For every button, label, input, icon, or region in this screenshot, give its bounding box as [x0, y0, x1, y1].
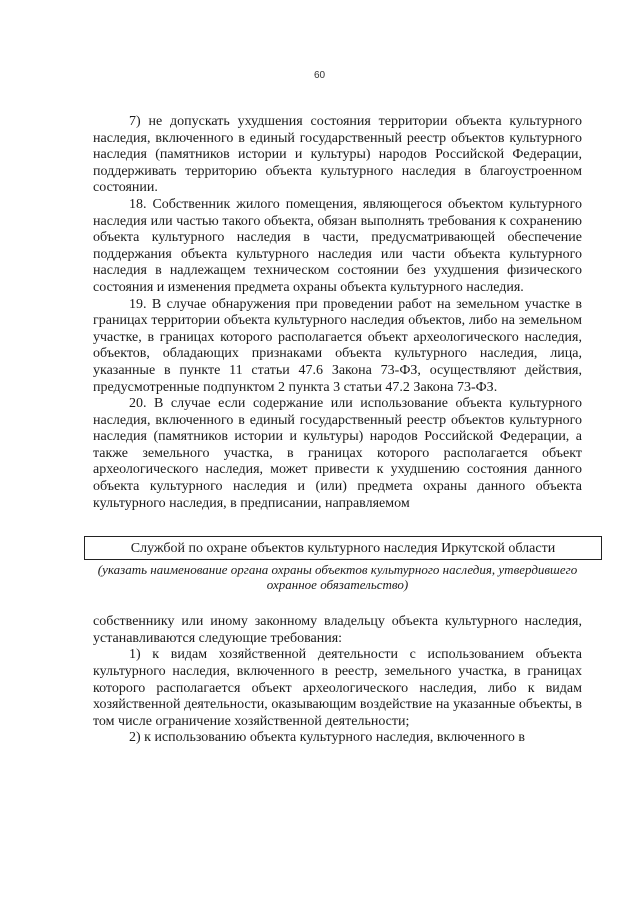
spacer: [93, 512, 582, 536]
requirement-item-1: 1) к видам хозяйственной деятельности с использованием объекта культурного наследия, включенного в реестр, земельного участка, в границах которого располагается объект археологического наследия, либо к видам хозяйственной деятельности, оказывающим воздействие на указанные объекты, в том числе ограничение хозяйственной деятельности;: [93, 647, 582, 729]
authority-block: [84, 536, 591, 592]
page-number: 60: [313, 70, 326, 81]
requirement-item-2: 2) к использованию объекта культурного наследия, включенного в: [129, 730, 525, 746]
paragraph-19: 19. В случае обнаружения при проведении работ на земельном участке в границах территории объекта культурного наследия объектов, либо на земельном участке, в границах которого располагается объект археологического наследия, объектов, обладающих признаками объекта культурного наследия, лица, указанные в пункте 11 статьи 47.6 Закона 73-ФЗ, осуществляют действия, предусмотренные подпунктом 2 пункта 3 статьи 47.2 Закона 73-ФЗ.: [93, 296, 582, 395]
authority-name-box: Службой по охране объектов культурного наследия Иркутской области: [84, 536, 602, 560]
authority-name-caption: (указать наименование органа охраны объектов культурного наследия, утвердившего охранное обязательство): [97, 562, 578, 593]
paragraph-18: 18. Собственник жилого помещения, являющегося объектом культурного наследия или частью такого объекта, обязан выполнять требования к сохранению объекта культурного наследия в части, предусматривающей обеспечение поддержания объекта культурного наследия или части объекта культурного наследия в надлежащем техническом состоянии без ухудшения физического состояния и изменения предмета охраны объекта культурного наследия.: [93, 196, 582, 295]
spacer: [93, 592, 582, 614]
paragraph-owner-requirements: собственнику или иному законному владельцу объекта культурного наследия, устанавливаются следующие требования:: [93, 614, 582, 646]
paragraph-item-7: 7) не допускать ухудшения состояния территории объекта культурного наследия, включенного в единый государственный реестр объектов культурного наследия (памятников истории и культуры) народов Российской Федерации, поддерживать территорию объекта культурного наследия в благоустроенном состоянии.: [93, 114, 582, 196]
document-body: [93, 114, 582, 747]
paragraph-20: 20. В случае если содержание или использование объекта культурного наследия, включенного в единый государственный реестр объектов культурного наследия (памятников истории и культуры) народов Российской Федерации, а также земельного участка, в границах которого располагается объект археологического наследия, может привести к ухудшению состояния данного объекта культурного наследия и (или) предмета охраны данного объекта культурного наследия, в предписании, направляемом: [93, 396, 582, 511]
